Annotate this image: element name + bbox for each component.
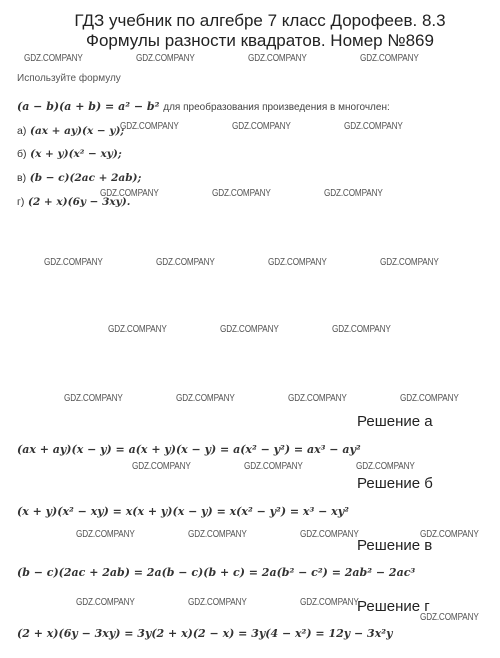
watermark: GDZ.COMPANY: [136, 53, 195, 64]
watermark: GDZ.COMPANY: [380, 257, 439, 268]
watermark: GDZ.COMPANY: [248, 53, 307, 64]
task-item-expr: (x + y)(x² − xy);: [30, 148, 122, 160]
task-item-a: [17, 125, 124, 137]
task-item-label: б): [17, 148, 27, 160]
task-item-expr: (b − c)(2ac + 2ab);: [29, 172, 142, 184]
task-item-d: [17, 196, 130, 208]
task-item-expr: (ax + ay)(x − y);: [30, 125, 125, 137]
watermark: GDZ.COMPANY: [188, 597, 247, 608]
watermark: GDZ.COMPANY: [64, 393, 123, 404]
watermark: GDZ.COMPANY: [132, 461, 191, 472]
watermark: GDZ.COMPANY: [156, 257, 215, 268]
solution-d-label: Решение г: [357, 598, 430, 615]
watermark: GDZ.COMPANY: [232, 121, 291, 132]
watermark: GDZ.COMPANY: [76, 529, 135, 540]
task-item-label: а): [17, 125, 27, 137]
formula-line: [17, 100, 390, 113]
watermark: GDZ.COMPANY: [24, 53, 83, 64]
task-item-label: в): [17, 172, 27, 184]
watermark: GDZ.COMPANY: [300, 529, 359, 540]
watermark: GDZ.COMPANY: [344, 121, 403, 132]
watermark: GDZ.COMPANY: [420, 529, 479, 540]
task-item-expr: (2 + x)(6y − 3xy).: [27, 196, 131, 208]
watermark: GDZ.COMPANY: [288, 393, 347, 404]
watermark: GDZ.COMPANY: [360, 53, 419, 64]
watermark: GDZ.COMPANY: [400, 393, 459, 404]
watermark: GDZ.COMPANY: [44, 257, 103, 268]
watermark: GDZ.COMPANY: [220, 324, 279, 335]
task-item-c: [17, 172, 141, 184]
instruction-text: Используйте формулу: [17, 73, 121, 84]
solution-b-label: Решение б: [357, 475, 433, 492]
watermark: GDZ.COMPANY: [108, 324, 167, 335]
solution-c-label: Решение в: [357, 537, 433, 554]
watermark: GDZ.COMPANY: [100, 188, 159, 199]
solution-a-label: Решение а: [357, 413, 433, 430]
task-item-b: [17, 148, 122, 160]
task-item-label: г): [17, 196, 25, 208]
watermark: GDZ.COMPANY: [300, 597, 359, 608]
watermark: GDZ.COMPANY: [356, 461, 415, 472]
watermark: GDZ.COMPANY: [324, 188, 383, 199]
watermark: GDZ.COMPANY: [176, 393, 235, 404]
watermark: GDZ.COMPANY: [188, 529, 247, 540]
watermark: GDZ.COMPANY: [76, 597, 135, 608]
watermark: GDZ.COMPANY: [268, 257, 327, 268]
formula-suffix: для преобразования произведения в многочлен:: [163, 102, 390, 113]
solution-c-expr: (b − c)(2ac + 2ab) = 2a(b − c)(b + c) = 2a(b² − c²) = 2ab² − 2ac³: [17, 566, 416, 579]
watermark: GDZ.COMPANY: [244, 461, 303, 472]
watermark: GDZ.COMPANY: [212, 188, 271, 199]
solution-d-expr: (2 + x)(6y − 3xy) = 3y(2 + x)(2 − x) = 3y(4 − x²) = 12y − 3x²y: [17, 627, 393, 640]
page-title: ГДЗ учебник по алгебре 7 класс Дорофеев. 8.3 Формулы разности квадратов. Номер №869: [74, 11, 446, 50]
watermark: GDZ.COMPANY: [332, 324, 391, 335]
solution-a-expr: (ax + ay)(x − y) = a(x + y)(x − y) = a(x² − y²) = ax³ − ay²: [17, 443, 361, 456]
watermark: GDZ.COMPANY: [120, 121, 179, 132]
difference-of-squares-formula: (a − b)(a + b) = a² − b²: [17, 100, 160, 113]
watermark: GDZ.COMPANY: [420, 612, 479, 623]
solution-b-expr: (x + y)(x² − xy) = x(x + y)(x − y) = x(x² − y²) = x³ − xy²: [17, 505, 349, 518]
